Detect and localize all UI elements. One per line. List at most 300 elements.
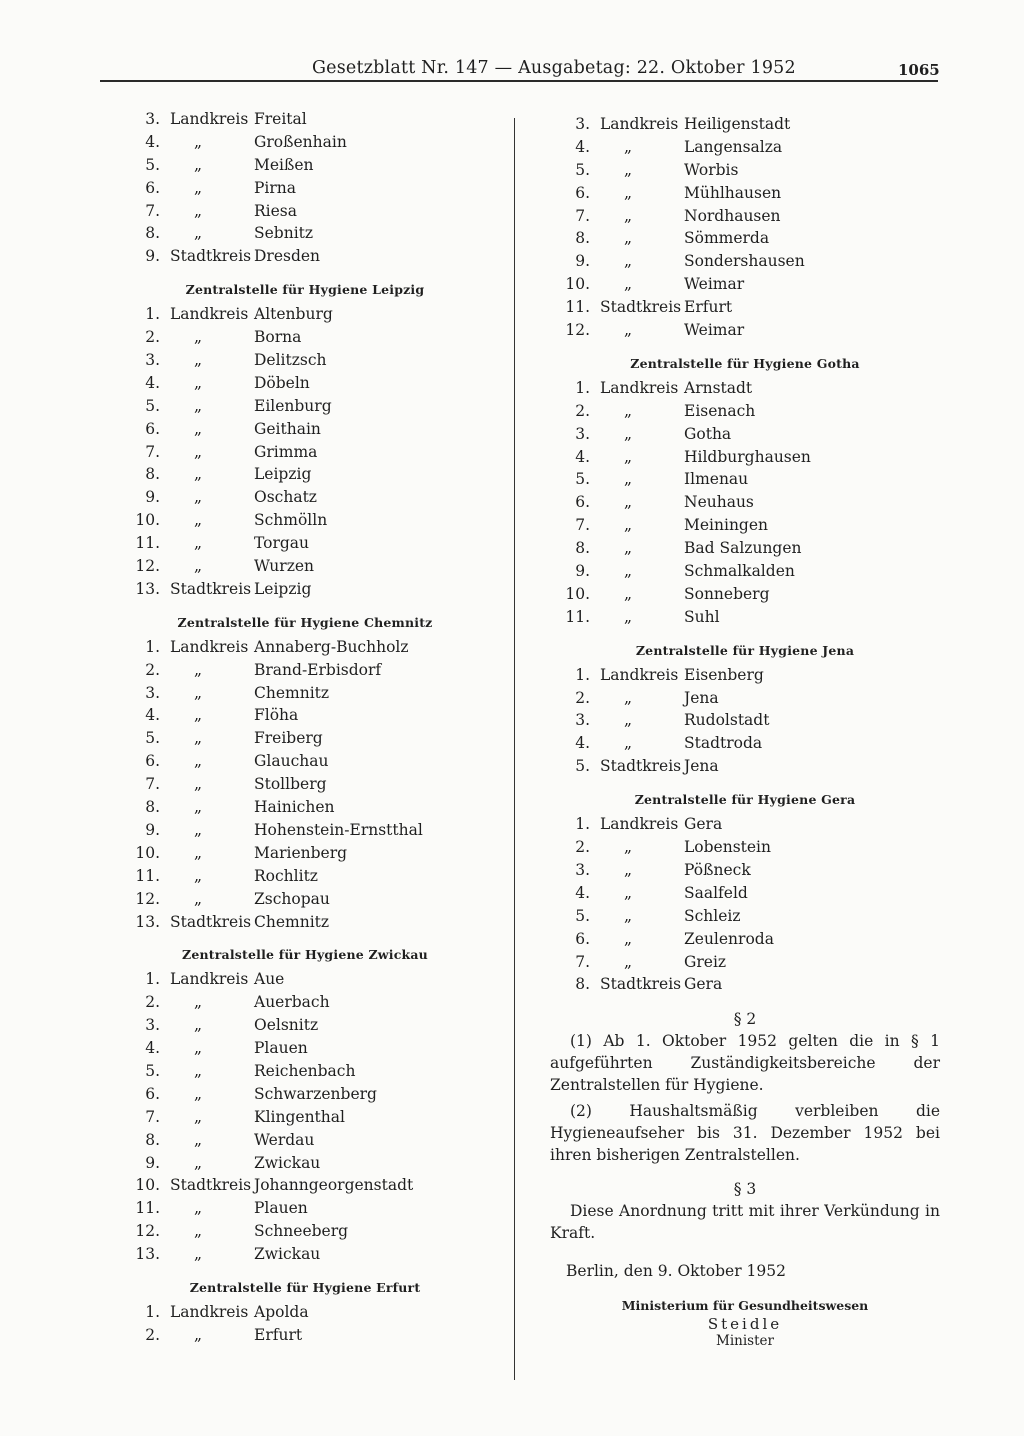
row-place: Schneeberg [254,1222,349,1241]
row-kind: „ [194,1130,203,1149]
row-kind: „ [194,534,203,553]
district-row [120,968,490,991]
district-row [550,882,940,905]
row-number: 5. [145,155,160,174]
row-kind: „ [194,820,203,839]
section-2-heading: § 2 [733,1010,757,1029]
row-kind: Stadtkreis [600,757,682,776]
district-row [120,991,490,1014]
row-place: Eisenberg [684,665,764,684]
row-number: 3. [575,115,590,133]
district-row [120,108,490,131]
row-place: Jena [684,688,719,707]
district-row [550,468,940,491]
district-row [120,911,490,934]
district-row [550,687,940,710]
row-kind: Landkreis [170,110,249,128]
district-row [120,636,490,659]
row-kind: „ [624,860,633,879]
district-row [120,1324,490,1347]
district-row [120,659,490,682]
row-number: 13. [135,1245,160,1264]
row-kind: „ [194,328,203,347]
district-row [120,773,490,796]
row-kind: „ [624,321,633,340]
district-row [550,560,940,583]
row-kind: Landkreis [600,815,679,834]
row-place: Delitzsch [254,351,327,370]
row-number: 4. [575,734,590,753]
row-kind: „ [194,1107,203,1126]
district-row [550,709,940,732]
row-kind: Landkreis [170,970,249,989]
row-place: Nordhausen [684,206,781,225]
row-kind: „ [624,607,633,626]
district-row [120,1220,490,1243]
row-place: Sebnitz [254,224,314,243]
row-kind: Stadtkreis [170,579,252,598]
row-number: 9. [575,252,590,271]
left-column [120,108,490,1347]
section-2-paragraph-1: (1) Ab 1. Oktober 1952 gelten die in § 1 aufgeführten Zuständigkeitsbereiche der Zentralstellen für Hygiene. [550,1032,940,1095]
row-number: 3. [145,351,160,370]
row-place: Ilmenau [684,470,749,489]
district-row [120,888,490,911]
district-row [120,682,490,705]
row-number: 3. [145,683,160,702]
row-place: Rochlitz [254,866,318,885]
district-row [120,222,490,245]
row-place: Bad Salzungen [684,539,802,558]
row-number: 12. [135,889,160,908]
row-kind: Stadtkreis [600,298,682,317]
row-place: Heiligenstadt [684,115,791,133]
row-number: 5. [145,1061,160,1080]
right-lists [550,113,940,996]
row-number: 2. [145,328,160,347]
row-number: 3. [575,424,590,443]
district-row [120,1174,490,1197]
row-place: Zeulenroda [684,929,774,948]
row-place: Reichenbach [254,1061,356,1080]
row-kind: Landkreis [600,665,679,684]
row-number: 11. [565,607,590,626]
signer-name: Steidle [707,1315,783,1334]
page-number: 1065 [898,61,940,79]
row-number: 6. [575,493,590,512]
row-place: Saalfeld [684,883,748,902]
row-kind: Stadtkreis [170,912,252,931]
row-number: 6. [145,752,160,771]
row-place: Erfurt [684,298,733,317]
row-place: Gera [684,815,723,834]
section-2-paragraph-2: (2) Haushaltsmäßig verbleiben die Hygieneaufseher bis 31. Dezember 1952 bei ihren bisherigen Zentralstellen. [550,1102,940,1165]
row-number: 3. [145,110,160,128]
row-kind: „ [624,229,633,248]
row-kind: „ [624,401,633,420]
row-number: 5. [575,906,590,925]
row-number: 8. [575,975,590,994]
row-kind: Landkreis [170,305,249,324]
row-number: 6. [145,178,160,197]
district-row [120,177,490,200]
district-row [120,819,490,842]
row-place: Stadtroda [684,734,763,753]
row-place: Grimma [254,442,318,461]
row-place: Sondershausen [684,252,805,271]
row-kind: „ [194,866,203,885]
row-kind: „ [624,539,633,558]
row-kind: „ [194,201,203,220]
row-place: Chemnitz [254,912,330,931]
row-place: Jena [684,757,719,776]
section-3-heading: § 3 [733,1180,757,1199]
row-place: Schwarzenberg [254,1084,377,1103]
row-number: 10. [135,1176,160,1195]
district-row [120,303,490,326]
row-place: Leipzig [254,579,312,598]
district-row [550,446,940,469]
row-kind: „ [194,660,203,679]
row-kind: „ [624,160,633,179]
place-date: Berlin, den 9. Oktober 1952 [566,1262,786,1281]
district-section [120,1280,490,1347]
district-row [120,1243,490,1266]
row-place: Neuhaus [684,493,754,512]
district-row [120,349,490,372]
row-number: 9. [145,820,160,839]
district-row [120,704,490,727]
district-section [550,792,940,996]
right-column [550,113,940,1349]
district-row [550,159,940,182]
row-number: 2. [145,660,160,679]
row-kind: „ [194,775,203,794]
row-number: 2. [575,688,590,707]
district-row [550,182,940,205]
row-number: 4. [145,373,160,392]
district-row [550,377,940,400]
row-kind: „ [624,734,633,753]
row-number: 10. [135,843,160,862]
row-kind: „ [194,1199,203,1218]
row-place: Plauen [254,1199,308,1218]
row-kind: „ [624,906,633,925]
row-place: Zwickau [254,1245,321,1264]
row-place: Zschopau [254,889,330,908]
row-number: 8. [575,539,590,558]
row-number: 7. [575,516,590,535]
district-row [550,973,940,996]
row-place: Hohenstein-Ernstthal [254,820,423,839]
row-number: 3. [145,1016,160,1035]
row-kind: „ [194,511,203,530]
row-place: Erfurt [254,1325,303,1344]
district-section [120,947,490,1266]
row-kind: „ [194,1039,203,1058]
row-kind: „ [194,132,203,151]
district-section [550,113,940,342]
district-row [550,732,940,755]
row-place: Glauchau [254,752,329,771]
district-section [120,108,490,268]
row-number: 2. [575,838,590,857]
row-kind: „ [194,1222,203,1241]
row-place: Torgau [254,534,310,553]
row-number: 4. [575,883,590,902]
row-number: 3. [575,860,590,879]
row-number: 6. [145,1084,160,1103]
district-row [550,319,940,342]
section-heading: Zentralstelle für Hygiene Chemnitz [177,614,433,630]
district-row [550,755,940,778]
district-row [550,928,940,951]
row-number: 8. [145,1130,160,1149]
district-row [550,205,940,228]
row-place: Freital [254,110,307,128]
row-number: 11. [135,1199,160,1218]
row-kind: „ [194,557,203,576]
district-row [120,1014,490,1037]
district-section [550,643,940,778]
row-place: Stollberg [254,775,327,794]
row-place: Zwickau [254,1153,321,1172]
district-row [120,418,490,441]
row-number: 1. [145,970,160,989]
row-kind: „ [194,419,203,438]
row-kind: „ [624,424,633,443]
section-heading: Zentralstelle für Hygiene Zwickau [182,947,428,963]
row-place: Gotha [684,424,732,443]
row-place: Freiberg [254,729,323,748]
row-kind: Stadtkreis [170,1176,252,1195]
header-title: Gesetzblatt Nr. 147 — Ausgabetag: 22. Oktober 1952 [312,58,796,78]
district-row [550,250,940,273]
district-section [120,615,490,934]
row-number: 2. [575,401,590,420]
row-number: 4. [145,706,160,725]
row-number: 11. [135,866,160,885]
row-kind: „ [194,155,203,174]
row-number: 12. [135,557,160,576]
row-kind: „ [194,1061,203,1080]
row-number: 4. [145,132,160,151]
district-row [120,865,490,888]
row-number: 1. [575,815,590,834]
row-number: 1. [145,305,160,324]
row-number: 1. [575,665,590,684]
row-kind: „ [624,252,633,271]
row-kind: „ [194,1016,203,1035]
row-kind: „ [624,838,633,857]
row-place: Schmölln [254,511,328,530]
row-place: Sömmerda [684,229,770,248]
row-place: Schmalkalden [684,562,795,581]
district-row [550,606,940,629]
row-number: 13. [135,912,160,931]
district-row [120,532,490,555]
district-section [550,356,940,629]
row-number: 11. [135,534,160,553]
district-row [120,326,490,349]
row-number: 2. [145,993,160,1012]
district-row [550,227,940,250]
row-kind: „ [194,351,203,370]
row-kind: „ [194,706,203,725]
signer-title: Minister [716,1333,774,1350]
district-row [550,813,940,836]
row-kind: Stadtkreis [600,975,682,994]
row-kind: „ [194,993,203,1012]
row-number: 4. [575,137,590,156]
row-place: Hainichen [254,798,335,817]
district-row [120,509,490,532]
district-row [120,796,490,819]
row-place: Johanngeorgenstadt [254,1176,414,1195]
district-row [120,1129,490,1152]
row-kind: „ [194,683,203,702]
district-row [120,154,490,177]
row-kind: „ [624,883,633,902]
row-number: 8. [145,465,160,484]
row-place: Eisenach [684,401,756,420]
district-row [120,441,490,464]
row-number: 6. [575,183,590,202]
district-row [120,245,490,268]
row-kind: „ [624,711,633,730]
row-number: 5. [575,470,590,489]
row-kind: „ [624,688,633,707]
district-row [120,555,490,578]
row-number: 8. [145,798,160,817]
district-row [550,836,940,859]
district-row [120,842,490,865]
row-place: Marienberg [254,843,348,862]
district-row [550,905,940,928]
row-place: Großenhain [254,132,347,151]
district-row [120,463,490,486]
row-place: Werdau [254,1130,315,1149]
row-kind: „ [194,442,203,461]
header-rule [100,80,938,82]
row-number: 2. [145,1325,160,1344]
district-row [120,1197,490,1220]
row-place: Eilenburg [254,396,332,415]
section-heading: Zentralstelle für Hygiene Gera [634,792,856,808]
row-kind: Landkreis [170,637,249,656]
row-kind: „ [624,183,633,202]
row-kind: „ [194,396,203,415]
district-row [550,537,940,560]
row-kind: „ [624,584,633,603]
row-kind: „ [624,516,633,535]
row-place: Riesa [254,201,297,220]
row-kind: „ [194,1084,203,1103]
section-3-paragraph: Diese Anordnung tritt mit ihrer Verkündung in Kraft. [550,1202,940,1243]
row-place: Dresden [254,247,321,266]
district-row [550,514,940,537]
section-heading: Zentralstelle für Hygiene Erfurt [189,1279,421,1295]
row-number: 11. [565,298,590,317]
row-kind: „ [194,843,203,862]
row-place: Apolda [254,1302,309,1321]
row-place: Geithain [254,419,321,438]
row-kind: „ [194,488,203,507]
row-kind: „ [624,952,633,971]
district-row [120,1060,490,1083]
row-place: Sonneberg [684,584,770,603]
row-kind: „ [194,752,203,771]
row-place: Altenburg [254,305,333,324]
district-row [120,750,490,773]
row-kind: Landkreis [600,378,679,397]
row-number: 4. [575,447,590,466]
row-kind: „ [194,798,203,817]
row-number: 8. [145,224,160,243]
row-place: Meißen [254,155,314,174]
row-place: Gera [684,975,723,994]
row-place: Arnstadt [684,378,753,397]
row-place: Annaberg-Buchholz [254,637,409,656]
ministry-name: Ministerium für Gesundheitswesen [621,1298,869,1314]
row-place: Pirna [254,178,297,197]
district-row [120,1152,490,1175]
row-kind: „ [194,178,203,197]
district-section [120,282,490,601]
row-number: 7. [575,206,590,225]
district-row [550,136,940,159]
district-row [120,372,490,395]
row-number: 8. [575,229,590,248]
row-place: Pößneck [684,860,751,879]
row-kind: „ [194,1325,203,1344]
row-number: 6. [575,929,590,948]
row-place: Brand-Erbisdorf [254,660,382,679]
row-number: 9. [145,247,160,266]
row-kind: Landkreis [170,1302,249,1321]
row-place: Lobenstein [684,838,771,857]
row-place: Weimar [684,321,745,340]
row-kind: „ [624,275,633,294]
district-row [550,400,940,423]
district-row [120,486,490,509]
row-number: 1. [575,378,590,397]
row-place: Hildburghausen [684,447,811,466]
row-number: 5. [575,757,590,776]
row-number: 9. [145,488,160,507]
row-place: Klingenthal [254,1107,345,1126]
row-number: 7. [145,775,160,794]
row-kind: „ [194,224,203,243]
row-kind: „ [624,447,633,466]
district-row [550,273,940,296]
row-number: 10. [565,275,590,294]
row-place: Meiningen [684,516,769,535]
row-number: 3. [575,711,590,730]
column-divider [514,118,515,1380]
section-heading: Zentralstelle für Hygiene Gotha [630,355,860,371]
row-place: Auerbach [254,993,330,1012]
row-number: 5. [145,396,160,415]
row-kind: „ [194,373,203,392]
district-row [120,1106,490,1129]
row-place: Wurzen [254,557,315,576]
row-number: 7. [145,1107,160,1126]
row-place: Rudolstadt [684,711,770,730]
row-kind: Stadtkreis [170,247,252,266]
row-kind: „ [624,206,633,225]
row-number: 10. [135,511,160,530]
